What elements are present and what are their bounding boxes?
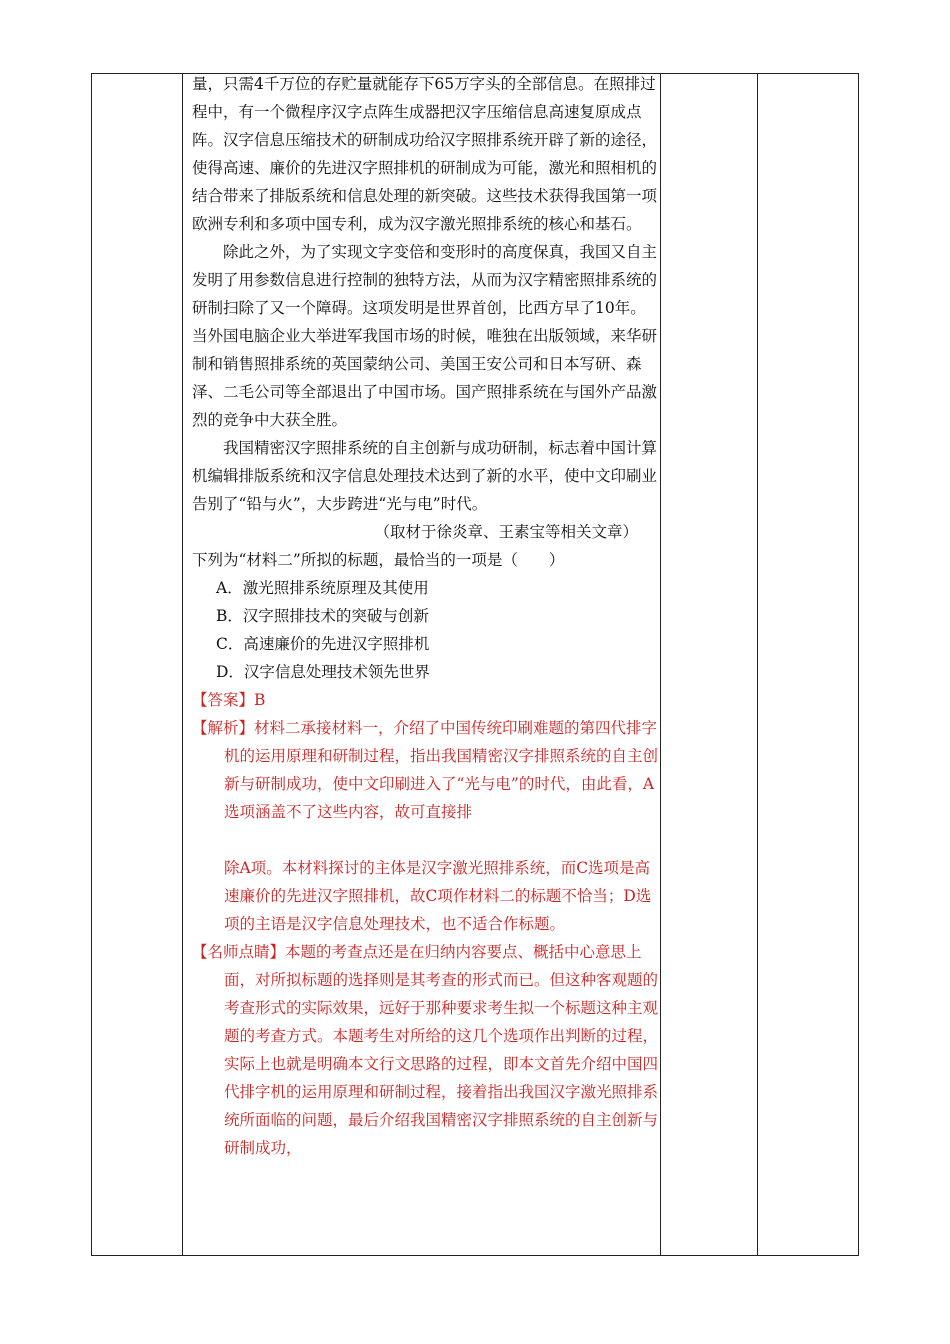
analysis-block xyxy=(192,714,658,826)
tips-block xyxy=(192,938,658,1162)
table-column-divider xyxy=(757,73,758,1256)
question-option-a: A．激光照排系统原理及其使用 xyxy=(216,579,429,597)
question-option-c: C．高速廉价的先进汉字照排机 xyxy=(216,635,430,653)
table-column-divider xyxy=(182,73,183,1256)
material-paragraph-2: 除此之外，为了实现文字变倍和变形时的高度保真，我国又自主发明了用参数信息进行控制的独特方法，从而为汉字精密照排系统的研制扫除了又一个障碍。这项发明是世界首创，比西方早了10年。当外国电脑企业大举进军我国市场的时候，唯独在出版领域，来华研制和销售照排系统的英国蒙纳公司、美国王安公司和日本写研、森泽、二毛公司等全部退出了中国市场。国产照排系统在与国外产品激烈的竞争中大获全胜。 xyxy=(192,243,658,429)
answer-value: B xyxy=(254,691,266,709)
lesson-content-cell xyxy=(192,70,658,1162)
question-option-b: B．汉字照排技术的突破与创新 xyxy=(216,607,429,625)
question-stem: 下列为“材料二”所拟的标题，最恰当的一项是（ ） xyxy=(192,551,565,569)
material-paragraph-1: 量，只需4千万位的存贮量就能存下65万字头的全部信息。在照排过程中，有一个微程序汉字点阵生成器把汉字压缩信息高速复原成点阵。汉字信息压缩技术的研制成功给汉字照排系统开辟了新的途径，使得高速、廉价的先进汉字照排机的研制成为可能，激光和照相机的结合带来了排版系统和信息处理的新突破。这些技术获得我国第一项欧洲专利和多项中国专利，成为汉字激光照排系统的核心和基石。 xyxy=(192,75,658,233)
analysis-label: 【解析】 xyxy=(192,719,255,737)
material-paragraph-3: 我国精密汉字照排系统的自主创新与成功研制，标志着中国计算机编辑排版系统和汉字信息处理技术达到了新的水平，使中文印刷业告别了“铅与火”，大步跨进“光与电”时代。 xyxy=(192,439,658,513)
answer-label: 【答案】 xyxy=(192,691,255,709)
analysis-text-1: 材料二承接材料一，介绍了中国传统印刷难题的第四代排字机的运用原理和研制过程，指出我国精密汉字排照系统的自主创新与研制成功，使中文印刷进入了“光与电”的时代，由此看，A选项涵盖不了这些内容，故可直接排 xyxy=(224,719,659,821)
analysis-gap xyxy=(192,826,658,854)
answer-line xyxy=(192,686,658,714)
question-option-d: D．汉字信息处理技术领先世界 xyxy=(216,663,430,681)
material-source: （取材于徐炎章、王素宝等相关文章） xyxy=(374,523,638,541)
table-column-divider xyxy=(660,73,661,1256)
analysis-text-2: 除A项。本材料探讨的主体是汉字激光照排系统，而C选项是高速廉价的先进汉字照排机，故C项作材料二的标题不恰当；D选项的主语是汉字信息处理技术，也不适合作标题。 xyxy=(224,859,652,933)
tips-label: 【名师点睛】 xyxy=(192,943,286,961)
tips-text: 本题的考查点还是在归纳内容要点、概括中心意思上面，对所拟标题的选择则是其考查的形式而已。但这种客观题的考查形式的实际效果，远好于那种要求考生拟一个标题这种主观题的考查方式。本题考生对所给的这几个选项作出判断的过程，实际上也就是明确本文行文思路的过程，即本文首先介绍中国四代排字机的运用原理和研制过程，接着指出我国汉字激光照排系统所面临的问题，最后介绍我国精密汉字排照系统的自主创新与研制成功， xyxy=(224,943,659,1157)
